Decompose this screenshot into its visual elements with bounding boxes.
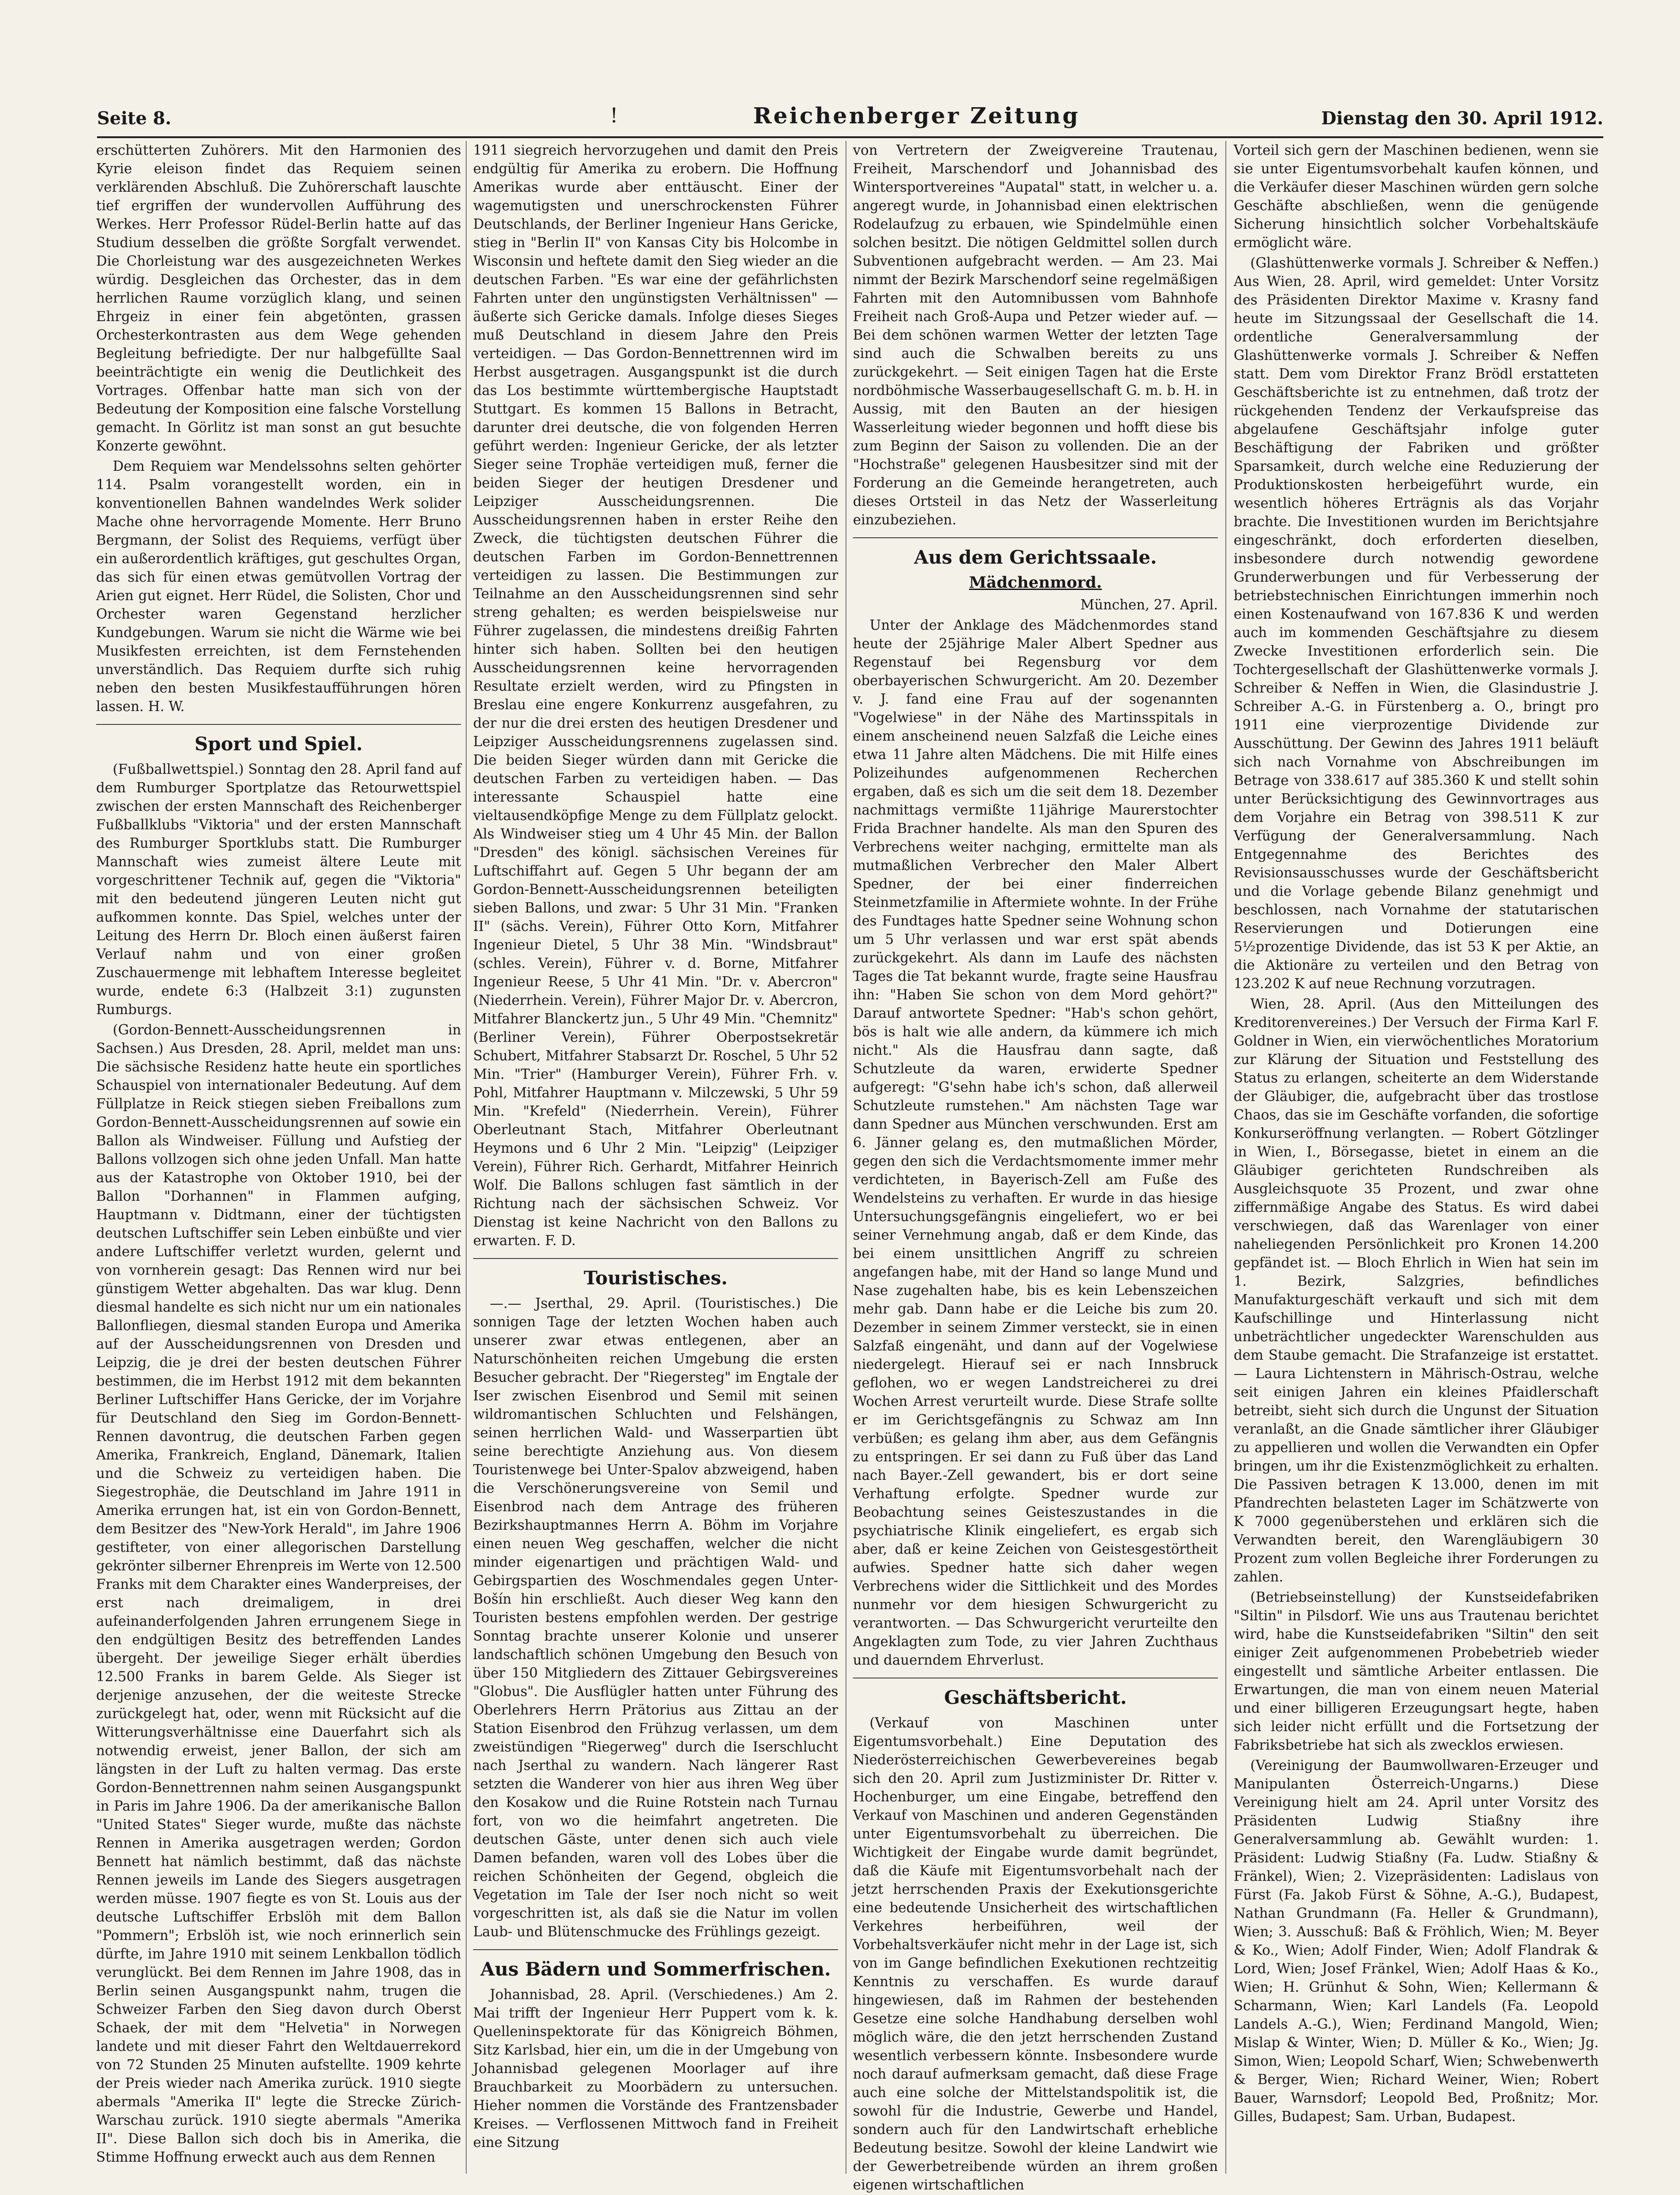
- article-paragraph: Johannisbad, 28. April. (Verschiedenes.) Am 2. Mai trifft der Ingenieur Herr Puppert vom k. k. Quelleninspektorate für das Königreich Böhmen, Sitz Karlsbad, hier ein, um die in der Umgebung von Johannisbad gelegenen Moorlager auf ihre Brauchbarkeit zu Moorbädern zu untersuchen. Hieher nommen die Vorstände des Frantzensbader Kreises. — Verflossenen Mittwoch fand in Freiheit eine Sitzung: [473, 1987, 838, 2150]
- page-header: [97, 99, 1603, 138]
- article-paragraph: —.— Jserthal, 29. April. (Touristisches.) Die sonnigen Tage der letzten Wochen haben auch unserer zwar etwas entlegenen, aber an Naturschönheiten reichen Umgebung die ersten Besucher gebracht. Der "Riegersteg" im Engtale der Iser zwischen Eisenbrod und Semil mit seinen wildromantischen Schluchten und Felshängen, seinen herrlichen Wald- und Wasserpartien übt seine berechtigte Anziehung aus. Von diesem Touristenwege bei Unter-Spalov abzweigend, haben die Verschönerungsvereine von Semil und Eisenbrod nach dem Antrage des früheren Bezirkshauptmannes Herrn A. Böhm im Vorjahre einen neuen Weg geschaffen, welcher die nicht minder eigenartigen und prächtigen Wald- und Gebirgspartien des Woschmendales gegen Unter-Bošín hin erschließt. Auch dieser Weg kann den Touristen bestens empfohlen werden. Der gestrige Sonntag brachte unserer Kolonie und unserer landschaftlich schönen Umgebung den Besuch von über 150 Mitgliedern des Zittauer Gebirgsvereines "Globus". Die Ausflügler hatten unter Führung des Oberlehrers Herrn Prätorius aus Zittau an der Station Eisenbrod den Frühzug verlassen, um dem zweistündigen "Riegerweg" durch die Iserschlucht nach Jserthal zu wandern. Nach längerer Rast setzten die Wanderer von hier aus ihren Weg über den Kosakow und die Ruine Rotstein nach Turnau fort, von wo die heimfahrt angetreten. Die deutschen Gäste, unter denen sich auch viele Damen befanden, waren voll des Lobes über die reichen Schönheiten der Gegend, obgleich die Vegetation im Tale der Iser noch nicht so weit vorgeschritten ist, als daß sie die Natur im vollen Laub- und Blütenschmucke des Frühlings gezeigt.: [473, 1295, 838, 1940]
- article-paragraph: (Gordon-Bennett-Ausscheidungsrennen in Sachsen.) Aus Dresden, 28. April, meldet man uns: Die sächsische Residenz hatte heute ein sportliches Schauspiel von internationaler Bedeutung. Auf dem Füllplatze in Reick stiegen sieben Freiballons zum Gordon-Bennett-Ausscheidungsrennen auf sowie ein Ballon als Windweiser. Füllung und Aufstieg der Ballons vollzogen sich ohne jeden Unfall. Man hatte aus der Katastrophe von Oktober 1910, bei der Ballon "Dorhannen" in Flammen aufging, Hauptmann v. Didtmann, einer der tüchtigsten deutschen Luftschiffer sein Leben einbüßte und vier andere Luftschiffer verletzt wurden, gelernt und von vornherein gesagt: Das Rennen wird nur bei günstigem Wetter abgehalten. Das war klug. Denn diesmal handelte es sich nicht nur um ein nationales Ballonfliegen, diesmal standen Europa und Amerika auf der Ausscheidungsrennen von Dresden und Leipzig, die je drei der besten deutschen Führer bestimmen, die im Herbst 1912 mit dem bekannten Berliner Luftschiffer Hans Gericke, der im Vorjahre für Deutschland den Sieg im Gordon-Bennett-Rennen davontrug, die deutschen Farben gegen Amerika, Frankreich, England, Dänemark, Italien und die Schweiz zu verteidigen haben. Die Siegestrophäe, die Deutschland im Jahre 1911 in Amerika errungen hat, ist ein von Gordon-Bennett, dem Besitzer des "New-York Herald", im Jahre 1906 gestifteter, von einer allegorischen Darstellung gekrönter silberner Ehrenpreis im Werte von 12.500 Franks mit dem Charakter eines Wanderpreises, der erst nach dreimaligem, in drei aufeinanderfolgenden Jahren errungenem Siege in den endgültigen Besitz des betreffenden Landes übergeht. Der jeweilige Sieger erhält überdies 12.500 Franks in barem Gelde. Als Sieger ist derjenige anzusehen, der die weiteste Strecke zurückgelegt hat, oder, wenn mit Rücksicht auf die Witterungsverhältnisse eine Dauerfahrt sich als notwendig erweist, jener Ballon, der sich am längsten in der Luft zu halten vermag. Das erste Gordon-Bennettrennen nahm seinen Ausgangspunkt in Paris im Jahre 1906. Da der amerikanische Ballon "United States" Sieger wurde, mußte das nächste Rennen in Amerika ausgetragen werden; Gordon Bennett hat nämlich bestimmt, daß das nächste Rennen jeweils im Lande des Siegers ausgetragen werden müsse. 1907 fiegte es von St. Louis aus der deutsche Luftschiffer Erbslöh mit dem Ballon "Pommern"; Erbslöh ist, wie noch erinnerlich sein dürfte, im Jahre 1910 mit seinem Lenkballon tödlich verunglückt. Bei dem Rennen im Jahre 1908, das in Berlin seinen Ausgangspunkt nahm, trugen die Schweizer Farben den Sieg davon durch Oberst Schaek, der mit dem "Helvetia" in Norwegen landete und mit dieser Fahrt den Weltdauerrekord von 72 Stunden 25 Minuten aufstellte. 1909 kehrte der Preis wieder nach Amerika zurück. 1910 siegte abermals "Amerika II" legte die Strecke Zürich-Warschau zurück. 1910 siegte abermals "Amerika II". Diese Ballon sich doch bis in Amerika, die Stimme Hoffnung erweckt auch aus dem Rennen: [96, 1022, 461, 2165]
- section-heading-geschaeftsbericht: Geschäftsbericht.: [853, 1678, 1218, 1711]
- article-paragraph: von Vertretern der Zweigvereine Trautenau, Freiheit, Marschendorf und Johannisbad des Wintersportvereines "Aupatal" statt, in welcher u. a. angeregt wurde, in Johannisbad einen elektrischen Rodelaufzug zu erbauen, wie Spindelmühle einen solchen besitzt. Die nötigen Geldmittel sollen durch Subventionen aufgebracht werden. — Am 23. Mai nimmt der Bezirk Marschendorf seine regelmäßigen Fahrten mit den Automnibussen vom Bahnhofe Freiheit nach Groß-Aupa und Petzer wieder auf. — Bei dem schönen warmen Wetter der letzten Tage sind auch die Schwalben bereits zu uns zurückgekehrt. — Seit einigen Tagen hat die Erste nordböhmische Wasserbaugesellschaft G. m. b. H. in Aussig, mit den Bauten an der hiesigen Wasserleitung wieder begonnen und hofft diese bis zum Beginn der Saison zu vollenden. Die an der "Hochstraße" gelegenen Hausbesitzer sind mit der Forderung an die Gemeinde herangetreten, auch dieses Ortsteil in das Netz der Wasserleitung einzubeziehen.: [853, 142, 1218, 528]
- header-mark: !: [610, 104, 618, 128]
- article-paragraph: Unter der Anklage des Mädchenmordes stand heute der 25jährige Maler Albert Spedner aus Regenstauf bei Regensburg vor dem oberbayerischen Schwurgericht. Am 20. Dezember v. J. fand eine Frau auf der sogenannten "Vogelwiese" in der Nähe des Martinsspitals in einem anscheinend neuen Salzfaß die Leiche eines etwa 11 Jahre alten Mädchens. Die mit Hilfe eines Polizeihundes aufgenommenen Recherchen ergaben, daß es sich um die seit dem 18. Dezember nachmittags vermißte 11jährige Maurerstochter Frida Brachner handelte. Als man den Spuren des Verbrechens weiter nachging, ermittelte man als mutmaßlichen Verbrecher den Maler Albert Spedner, der bei einer finderreichen Steinmetzfamilie in Aftermiete wohnte. In der Frühe des Fundtages hatte Spedner seine Wohnung schon um 5 Uhr verlassen und war erst spät abends zurückgekehrt. Als dann im Laufe des nächsten Tages die Tat bekannt wurde, fragte seine Hausfrau ihn: "Haben Sie schon von dem Mord gehört?" Darauf antwortete Spedner: "Hab's schon gehört, bös is halt wie alle andern, da kümmere ich mich nicht." Als die Hausfrau dann sagte, daß Schutzleute da waren, erwiderte Spedner aufgeregt: "G'sehn habe ich's schon, daß allerweil Schutzleute rumstehen." Am nächsten Tage war dann Spedner aus München verschwunden. Erst am 6. Jänner gelang es, den mutmaßlichen Mörder, gegen den sich die Verdachtsmomente immer mehr verdichteten, in Bayerisch-Zell am Fuße des Wendelsteins zu verhaften. Er wurde in das hiesige Untersuchungsgefängnis eingeliefert, wo er bei seiner Vernehmung angab, daß er dem Kinde, das bei einem unsittlichen Angriff zu schreien angefangen habe, mit der Hand so lange Mund und Nase zugehalten habe, bis es kein Lebenszeichen mehr gab. Dann habe er die Leiche bis zum 20. Dezember in seinem Zimmer versteckt, sie in einen Salzfaß eingenäht, und dann auf der Vogelwiese niedergelegt. Hierauf sei er nach Innsbruck geflohen, wo er wegen Landstreicherei zu drei Wochen Arrest verurteilt wurde. Diese Strafe sollte er im Gerichtsgefängnis zu Schwaz am Inn verbüßen; es gelang ihm aber, aus dem Gefängnis zu entspringen. Er sei dann zu Fuß über das Land nach Bayer.-Zell gewandert, bis er dort seine Verhaftung erfolgte. Spedner wurde zur Beobachtung seines Geisteszustandes in die psychiatrische Klinik eingeliefert, es ergab sich aber, daß er keine Zeichen von Geistesgestörtheit aufwies. Spedner hatte sich daher wegen Verbrechens wider die Sittlichkeit und des Mordes nunmehr vor dem hiesigen Schwurgericht zu verantworten. — Das Schwurgericht verurteilte den Angeklagten zum Tode, zu vier Jahren Zuchthaus und dauerndem Ehrverlust.: [853, 617, 1218, 1668]
- article-paragraph: (Betriebseinstellung) der Kunstseidefabriken "Siltin" in Pilsdorf. Wie uns aus Trautenau berichtet wird, habe die Kunstseidefabriken "Siltin" den seit einiger Zeit aufgenommenen Probebetrieb wieder eingestellt und sämtliche Arbeiter entlassen. Die Erwartungen, die man von einem neuen Material und einer billigeren Erzeugungsart hegte, haben sich leider nicht erfüllt und die Fortsetzung der Fabriksbetriebe hat sich als zwecklos erwiesen.: [1234, 1589, 1599, 1753]
- column-rule: [1225, 141, 1226, 2174]
- article-subheading: Mädchenmord.: [969, 573, 1102, 592]
- article-paragraph: Vorteil sich gern der Maschinen bedienen, wenn sie sie unter Eigentumsvorbehalt kaufen können, und die Verkäufer dieser Maschinen würden gern solche Geschäfte abschließen, wenn die genügende Sicherung hinsichtlich solcher Vorbehaltskäufe ermöglicht wäre.: [1234, 142, 1599, 250]
- article-paragraph: (Glashüttenwerke vormals J. Schreiber & Neffen.) Aus Wien, 28. April, wird gemeldet: Unter Vorsitz des Präsidenten Direktor Maxime v. Krasny fand heute im Sitzungssaal der Gesellschaft die 14. ordentliche Generalversammlung der Glashüttenwerke vormals J. Schreiber & Neffen statt. Dem vom Direktor Franz Brödl erstatteten Geschäftsberichte ist zu entnehmen, daß trotz der rückgehenden Tendenz der Verkaufspreise das abgelaufene Geschäftsjahr infolge guter Beschäftigung der Fabriken und größter Sparsamkeit, durch welche eine Reduzierung der Produktionskosten herbeigeführt wurde, ein wesentlich höheres Erträgnis als das Vorjahr brachte. Die Investitionen wurden im Berichtsjahre eingeschränkt, doch erforderten dieselben, insbesondere durch notwendig gewordene Grunderwerbungen und für Verbesserung der betriebstechnischen Einrichtungen immerhin noch einen Kostenaufwand von 167.836 K und werden auch im kommenden Geschäftsjahre zu diesem Zwecke Investitionen erforderlich sein. Die Tochtergesellschaft der Glashüttenwerke vormals J. Schreiber & Neffen in Wien, die Glasindustrie J. Schreiber A.-G. in Fürstenberg a. O., bringt pro 1911 eine vierprozentige Dividende zur Ausschüttung. Der Gewinn des Jahres 1911 beläuft sich nach Vornahme von Abschreibungen im Betrage von 338.617 auf 385.360 K und stellt sohin unter Berücksichtigung des Gewinnvortrages aus dem Vorjahre ein Betrag von 398.511 K zur Verfügung der Generalversammlung. Nach Entgegennahme des Berichtes des Revisionsausschusses wurde der Geschäftsbericht und die Vorlage gebende Bilanz genehmigt und beschlossen, nach Vornahme der statutarischen Reservierungen und Dotierungen eine 5½prozentige Dividende, das ist 53 K per Aktie, an die Aktionäre zu verteilen und den Betrag von 123.202 K auf neue Rechnung vorzutragen.: [1234, 255, 1599, 991]
- article-paragraph: (Fußballwettspiel.) Sonntag den 28. April fand auf dem Rumburger Sportplatze das Retourwettspiel zwischen der ersten Mannschaft des Reichenberger Fußballklubs "Viktoria" und der ersten Mannschaft des Rumburger Sportklubs statt. Die Rumburger Mannschaft wies zumeist ältere Leute mit vorgeschrittener Technik auf, gegen die "Viktoria" mit den bedeutend jüngeren Leuten nicht gut aufkommen konnte. Das Spiel, welches unter der Leitung des Herrn Dr. Bloch einen äußerst fairen Verlauf nahm und von einer großen Zuschauermenge mit lebhaftem Interesse begleitet wurde, endete 6:3 (Halbzeit 3:1) zugunsten Rumburgs.: [96, 761, 461, 1017]
- article-paragraph: Dem Requiem war Mendelssohns selten gehörter 114. Psalm vorangestellt worden, ein in konventionellen Bahnen wandelndes Werk solider Mache ohne hervorragende Momente. Herr Bruno Bergmann, der Solist des Requiems, verfügt über ein außerordentlich kräftiges, gut geschultes Organ, das sich für einen etwas gemütvollen Vortrag der Arien gut eignet. Herr Rüdel, die Solisten, Chor und Orchester waren Gegenstand herzlicher Kundgebungen. Warum sie nicht die Wärme wie bei Musikfesten erreichten, ist dem Fernstehenden unverständlich. Das Requiem durfte sich ruhig neben den besten Musikfestaufführungen hören lassen. H. W.: [96, 458, 461, 714]
- article-paragraph: Wien, 28. April. (Aus den Mitteilungen des Kreditorenvereines.) Der Versuch der Firma Karl F. Goldner in Wien, ein vierwöchentliches Moratorium zur Klärung der Situation und Feststellung des Status zu erlangen, scheiterte an dem Widerstande der Gläubiger, die, aufgebracht über das trostlose Chaos, das sie im Geschäfte vorfanden, die sofortige Konkurseröffnung verlangten. — Robert Götzlinger in Wien, I., Börsegasse, bietet in einem an die Gläubiger gerichteten Rundschreiben als Ausgleichsquote 35 Prozent, und zwar ohne ziffernmäßige Angabe des Status. Es wird dabei verschwiegen, daß das Warenlager von einer naheliegenden Persönlichkeit pro Kronen 14.200 gepfändet ist. — Bloch Ehrlich in Wien hat sein im 1. Bezirk, Salzgries, befindliches Manufakturgeschäft verkauft und sich mit dem Kaufschillinge und Hinterlassung nicht unbeträchtlicher ungedeckter Warenschulden aus dem Staube gemacht. Die Strafanzeige ist erstattet. — Laura Lichtenstern in Mährisch-Ostrau, welche seit einigen Jahren ein kleines Pfaidlerschaft betreibt, sieht sich durch die Ungunst der Situation veranlaßt, an die Gnade sämtlicher ihrer Gläubiger zu appellieren und wollen die Verwandten ein Opfer bringen, um ihr die Existenzmöglichkeit zu erhalten. Die Passiven betragen K 13.000, denen im mit Pfandrechten belasteten Lager im Schätzwerte von K 7000 gegenüberstehen und erklären sich die Verwandten bereit, den Warengläubigern 30 Prozent zum vollen Begleiche ihrer Forderungen zu zahlen.: [1234, 996, 1599, 1585]
- page-number: Seite 8.: [97, 108, 171, 128]
- column-rule: [466, 141, 467, 2174]
- column-2: [473, 141, 838, 2174]
- masthead: Reichenberger Zeitung: [753, 103, 1080, 129]
- column-1: [96, 141, 461, 2174]
- article-paragraph: (Vereinigung der Baumwollwaren-Erzeuger und Manipulanten Österreich-Ungarns.) Diese Vereinigung hielt am 24. April unter Vorsitz des Präsidenten Ludwig Stiaßny ihre Generalversammlung ab. Gewählt wurden: 1. Präsident: Ludwig Stiaßny (Fa. Ludw. Stiaßny & Fränkel), Wien; 2. Vizepräsidenten: Ladislaus von Fürst (Fa. Jakob Fürst & Söhne, A.-G.), Budapest, Nathan Grundmann (Fa. Heller & Grundmann), Wien; 3. Ausschuß: Baß & Fröhlich, Wien; M. Beyer & Ko., Wien; Adolf Finder, Wien; Adolf Flandrak & Lord, Wien; Josef Fränkel, Wien; Adolf Haas & Ko., Wien; H. Grünhut & Sohn, Wien; Kellermann & Scharmann, Wien; Karl Landels (Fa. Leopold Landels A.-G.), Wien; Ferdinand Mangold, Wien; Mislap & Winter, Wien; D. Müller & Ko., Wien; Jg. Simon, Wien; Leopold Scharf, Wien; Schwebenwerth & Berger, Wien; Richard Weiner, Wien; Robert Bauer, Warnsdorf; Leopold Bed, Proßnitz; Mor. Gilles, Budapest; Sam. Urban, Budapest.: [1234, 1757, 1599, 2124]
- section-heading-touristisches: Touristisches.: [473, 1258, 838, 1291]
- article-paragraph: (Verkauf von Maschinen unter Eigentumsvorbehalt.) Eine Deputation des Niederösterreichischen Gewerbevereines begab sich den 20. April zum Justizminister Dr. Ritter v. Hochenburger, um eine Eingabe, betreffend den Verkauf von Maschinen und anderen Gegenständen unter Eigentumsvorbehalt zu überreichen. Die Wichtigkeit der Eingabe wurde damit begründet, daß die Käufe mit Eigentumsvorbehalt nach der jetzt herrschenden Praxis der Exekutionsgerichte eine bedeutende Unsicherheit des wirtschaftlichen Verkehres herbeiführen, weil der Vorbehaltsverkäufer nicht mehr in der Lage ist, sich von im Gange befindlichen Exekutionen rechtzeitig Kenntnis zu verschaffen. Es wurde darauf hingewiesen, daß im Rahmen der bestehenden Gesetze eine solche Handhabung derselben wohl möglich wäre, die den jetzt herrschenden Zustand wesentlich verbessern könnte. Insbesondere wurde noch darauf aufmerksam gemacht, daß diese Frage auch eine solche der Mittelstandspolitik ist, die sowohl für die Industrie, Gewerbe und Handel, sondern auch für den Landwirtschaft erhebliche Bedeutung besitze. Sowohl der kleine Landwirt wie der Gewerbetreibende würden an ihrem großen eigenen wirtschaftlichen: [853, 1715, 1218, 2193]
- column-4: [1234, 141, 1599, 2174]
- section-heading-gerichtssaal: Aus dem Gerichtssaale.: [853, 537, 1218, 571]
- section-heading-sport: Sport und Spiel.: [96, 724, 461, 757]
- issue-date: Dienstag den 30. April 1912.: [1321, 108, 1603, 128]
- article-paragraph: 1911 siegreich hervorzugehen und damit den Preis endgültig für Amerika zu erobern. Die Hoffnung Amerikas wurde aber enttäuscht. Einer der wagemutigsten und unerschrockensten Führer Deutschlands, der Berliner Ingenieur Hans Gericke, stieg in "Berlin II" von Kansas City bis Holcombe in Wisconsin und heftete damit den Sieg wieder an die deutschen Farben. "Es war eine der gefährlichsten Fahrten unter den ungünstigsten Verhältnissen" — äußerte sich Gericke damals. Infolge dieses Sieges muß Deutschland in diesem Jahre den Preis verteidigen. — Das Gordon-Bennettrennen wird im Herbst ausgetragen. Ausgangspunkt ist die durch das Los bestimmte württembergische Hauptstadt Stuttgart. Es kommen 15 Ballons in Betracht, darunter drei deutsche, die von folgenden Herren geführt werden: Ingenieur Gericke, der als letzter Sieger seine Trophäe verteidigen muß, ferner die beiden Sieger der heutigen Dresdener und Leipziger Ausscheidungsrennen. Die Ausscheidungsrennen haben in erster Reihe den Zweck, die tüchtigsten deutschen Führer die deutschen Farben im Gordon-Bennettrennen verteidigen zu lassen. Die Bestimmungen zur Teilnahme an den Ausscheidungsrennen sind sehr streng gehalten; es werden beispielsweise nur Führer zugelassen, die mindestens dreißig Fahrten hinter sich haben. Sollten bei den heutigen Ausscheidungsrennen keine hervorragenden Resultate erzielt werden, wird zu Pfingsten in Breslau eine engere Konkurrenz ausgefahren, zu der nur die drei ersten des heutigen Dresdener und Leipziger Ausscheidungsrennens zugelassen sind. Die beiden Sieger würden dann mit Gericke die deutschen Farben zu verteidigen haben. — Das interessante Schauspiel hatte eine vieltausendköpfige Menge zu dem Füllplatz gelockt. Als Windweiser stieg um 4 Uhr 45 Min. der Ballon "Dresden" des königl. sächsischen Vereines für Luftschiffahrt auf. Gegen 5 Uhr begann der am Gordon-Bennett-Ausscheidungsrennen beteiligten sieben Ballons, und zwar: 5 Uhr 31 Min. "Franken II" (sächs. Verein), Führer Otto Korn, Mitfahrer Ingenieur Dietel, 5 Uhr 38 Min. "Windsbraut" (schles. Verein), Führer v. d. Borne, Mitfahrer Ingenieur Reese, 5 Uhr 41 Min. "Dr. v. Abercron" (Niederrhein. Verein), Führer Major Dr. v. Abercron, Mitfahrer Blanckertz jun., 5 Uhr 49 Min. "Chemnitz" (Berliner Verein), Führer Oberpostsekretär Schubert, Mitfahrer Stabsarzt Dr. Roschel, 5 Uhr 52 Min. "Trier" (Hamburger Verein), Führer Frh. v. Pohl, Mitfahrer Hauptmann v. Milczewski, 5 Uhr 59 Min. "Krefeld" (Niederrhein. Verein), Führer Oberleutnant Stach, Mitfahrer Oberleutnant Heymons und 6 Uhr 2 Min. "Leipzig" (Leipziger Verein), Führer Rich. Gerhardt, Mitfahrer Heinrich Wolf. Die Ballons schlugen fast sämtlich in der Richtung nach der sächsischen Schweiz. Vor Dienstag ist keine Nachricht von den Ballons zu erwarten. F. D.: [473, 142, 838, 1248]
- dateline: München, 27. April.: [1080, 597, 1218, 613]
- column-3: [853, 141, 1218, 2193]
- section-heading-baeder: Aus Bädern und Sommerfrischen.: [473, 1949, 838, 1982]
- article-paragraph: erschütterten Zuhörers. Mit den Harmonien des Kyrie eleison findet das Requiem seinen verklärenden Abschluß. Die Zuhörerschaft lauschte tief ergriffen der wundervollen Aufführung des Werkes. Herr Professor Rüdel-Berlin hatte auf das Studium desselben die größte Sorgfalt verwendet. Die Chorleistung war des ausgezeichneten Werkes würdig. Desgleichen das Orchester, das in dem herrlichen Raume vorzüglich klang, und seinen Ehrgeiz in einer fein abgetönten, grassen Orchesterkontrasten aus dem Wege gehenden Begleitung befriedigte. Der nur halbgefüllte Saal beeinträchtigte ein wenig die Deutlichkeit des Vortrages. Offenbar hatte man sich von der Bedeutung der Komposition eine falsche Vorstellung gemacht. In Görlitz ist man sonst an gut besuchte Konzerte gewöhnt.: [96, 142, 461, 454]
